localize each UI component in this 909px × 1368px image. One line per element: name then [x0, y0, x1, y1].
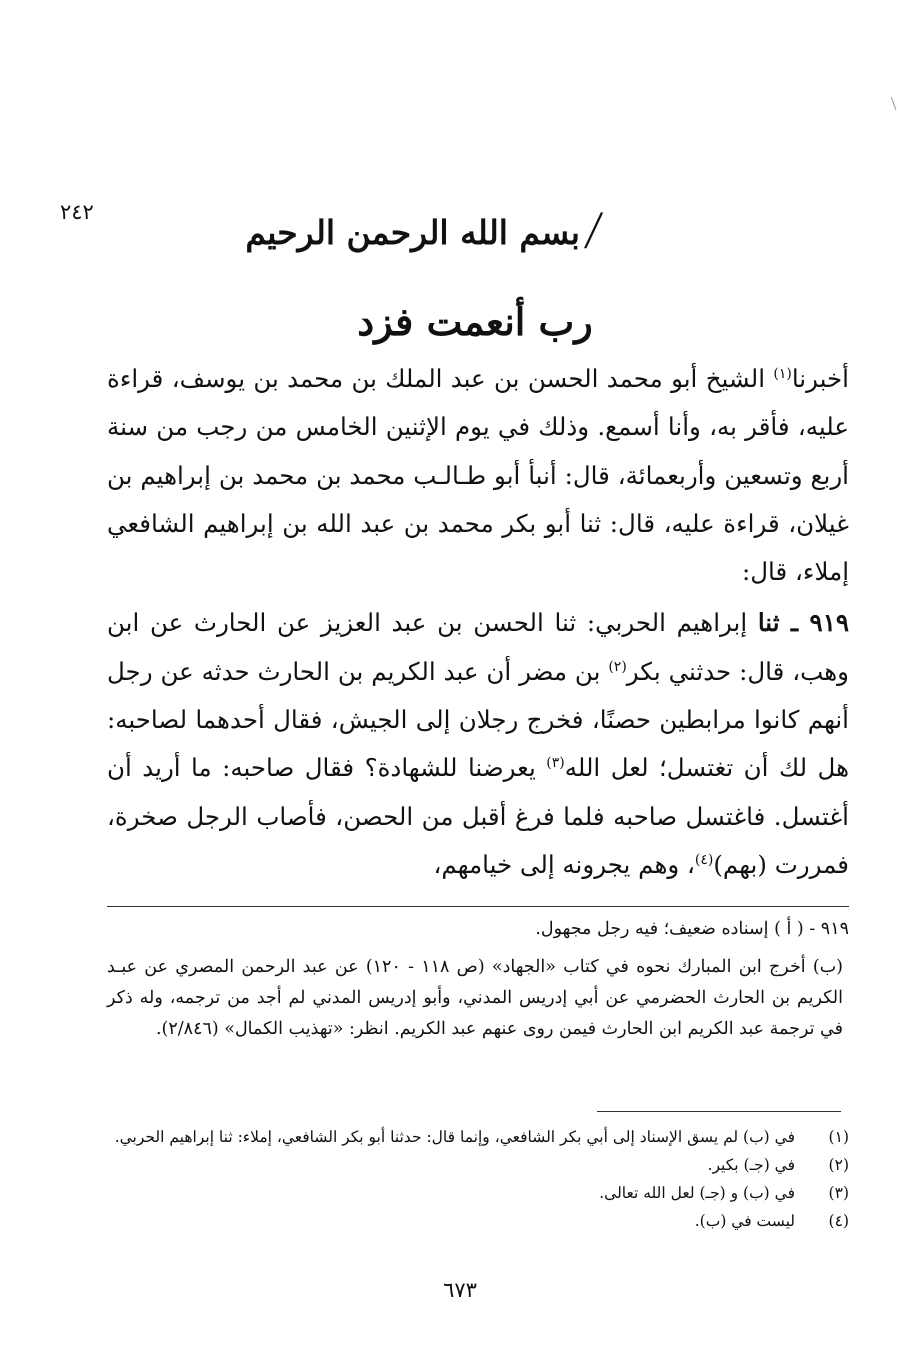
scan-mark — [891, 96, 900, 111]
footnote-item — [107, 1153, 849, 1177]
footnote-ref-3: (٣) — [546, 755, 565, 772]
slash-mark: / — [582, 201, 606, 257]
main-text — [107, 355, 849, 889]
hadith-number: ٩١٩ ـ ثنا — [757, 608, 850, 638]
footnote-text: في (جـ) بكير. — [707, 1156, 795, 1174]
basmala-text: بسم الله الرحمن الرحيم — [245, 213, 580, 252]
footnotes-section — [107, 1125, 849, 1237]
footnote-number: (٢) — [828, 1156, 849, 1174]
text-segment: أخبرنا — [791, 364, 849, 393]
text-segment: إبراهيم الحربي: ثنا الحسن بن عبد العزيز عن الحارث عن ابن وهب، قال: حدثني بكر — [107, 608, 849, 686]
text-segment: يعرضنا للشهادة؟ فقال صاحبه: ما أريد أن أغتسل. فاغتسل صاحبه فلما فرغ أقبل من الحصن، فأصاب الرجل صخرة، فمررت (بهم) — [107, 753, 849, 879]
commentary-section — [107, 914, 849, 1045]
footnote-item — [107, 1209, 849, 1233]
footnote-item — [107, 1125, 849, 1149]
footnote-ref-4: (٤) — [694, 851, 714, 868]
invocation-heading: رب أنعمت فزد — [357, 299, 593, 344]
footnote-number: (٤) — [828, 1212, 849, 1230]
footnote-ref-1: (١) — [773, 365, 792, 382]
footnote-item — [107, 1181, 849, 1205]
hadith-paragraph — [107, 599, 849, 889]
commentary-a: ٩١٩ - ( أ ) إسناده ضعيف؛ فيه رجل مجهول. — [535, 919, 849, 939]
footnote-ref-2: (٢) — [608, 658, 627, 675]
page-number: ٦٧٣ — [443, 1278, 477, 1302]
footnote-text: في (ب) لم يسق الإسناد إلى أبي بكر الشافعي، وإنما قال: حدثنا أبو بكر الشافعي، إملاء: ثنا إبراهيم الحربي. — [114, 1128, 795, 1146]
footnote-text: ليست في (ب). — [694, 1212, 795, 1230]
footnote-number: (٣) — [828, 1184, 849, 1202]
footnote-text: في (ب) و (جـ) لعل الله تعالى. — [599, 1184, 795, 1202]
footnote-number: (١) — [828, 1128, 849, 1146]
footnote-divider — [597, 1111, 841, 1112]
isnad-paragraph — [107, 355, 849, 596]
commentary-b: (ب) أخرج ابن المبارك نحوه في كتاب «الجهاد» (ص ١١٨ - ١٢٠) عن عبد الرحمن المصري عن عبـد الكريم بن الحارث الحضرمي عن أبي إدريس المدني، وأبو إدريس المدني لم أجد من ترجمه، وله ذكر في ترجمة عبد الكريم ابن الحارث فيمن روى عنهم عبد الكريم. انظر: «تهذيب الكمال» (٢/٨٤٦). — [107, 957, 843, 1039]
text-segment: الشيخ أبو محمد الحسن بن عبد الملك بن محمد بن يوسف، قراءة عليه، فأقر به، وأنا أسمع. وذلك في يوم الإثنين الخامس من رجب من سنة أربع وتسعين وأربعمائة، قال: أنبأ أبو طـالـب محمد بن محمد بن إبراهيم بن غيلان، قراءة عليه، قال: ثنا أبو بكر محمد بن عبد الله بن إبراهيم الشافعي إملاء، قال: — [107, 364, 849, 587]
margin-page-reference: ٢٤٢ — [60, 200, 94, 224]
text-segment: ، وهم يجرونه إلى خيامهم، — [433, 849, 695, 879]
text-segment: بن مضر أن عبد الكريم بن الحارث حدثه عن رجل أنهم كانوا مرابطين حصنًا، فخرج رجلان إلى الجيش، فقال أحدهما لصاحبه: هل لك أن تغتسل؛ لعل الله — [107, 656, 849, 783]
commentary-divider — [107, 906, 849, 907]
basmala-calligraphy — [245, 190, 580, 280]
